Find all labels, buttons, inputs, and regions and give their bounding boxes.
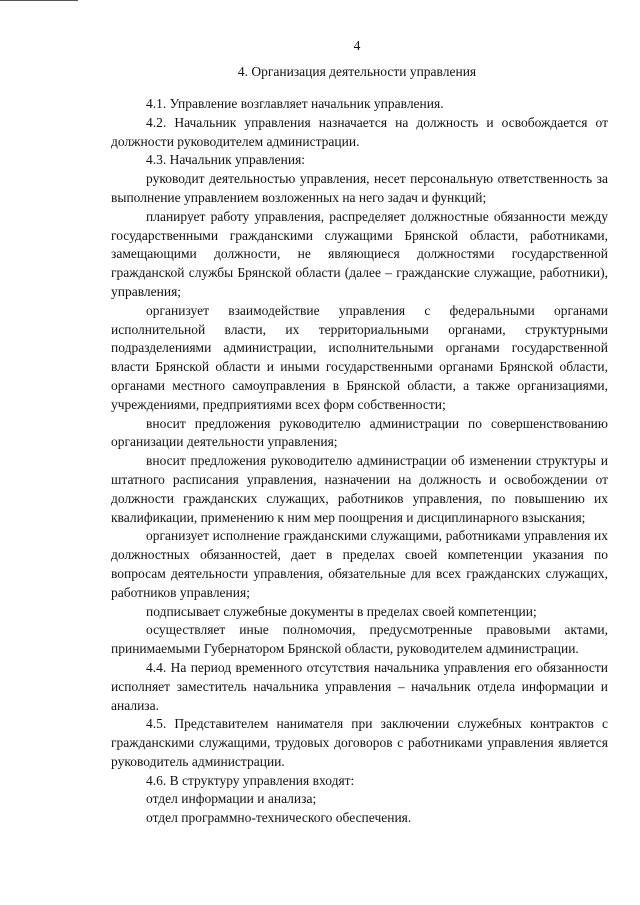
page-number: 4 xyxy=(353,38,361,53)
paragraph: организует взаимодействие управления с федеральными органами исполнительной власти, их территориальными органами, структурными подразделениями администрации, исполнительными органами государственной власти Брянской области и иными государственными органами Брянской области, органами местного самоуправления в Брянской области, а также организациями, учреждениями, предприятиями всех форм собственности; xyxy=(111,302,608,412)
paragraph: вносит предложения руководителю администрации по совершенствованию организации деятельности управления; xyxy=(111,415,608,450)
paragraph: 4.4. На период временного отсутствия начальника управления его обязанности исполняет заместитель начальника управления – начальник отдела информации и анализа. xyxy=(111,659,608,713)
paragraph: 4.6. В структуру управления входят: xyxy=(146,772,355,788)
paragraph: планирует работу управления, распределяет должностные обязанности между государственными гражданскими служащими Брянской области, работниками, замещающими должности, не являющиеся должностями государственной гражданской службы Брянской области (далее – гражданские служащие, работники), управления; xyxy=(111,208,608,299)
paragraph: 4.5. Представителем нанимателя при заключении служебных контрактов с гражданскими служащими, трудовых договоров с работниками управления является руководитель администрации. xyxy=(111,716,608,769)
paragraph: 4.3. Начальник управления: xyxy=(146,152,306,168)
paragraph: 4.1. Управление возглавляет начальник управления. xyxy=(146,96,444,111)
paragraph: отдел программно-технического обеспечения. xyxy=(146,810,412,826)
paragraph: осуществляет иные полномочия, предусмотренные правовыми актами, принимаемыми Губернатором Брянской области, руководителем администрации. xyxy=(111,622,608,657)
document-body xyxy=(111,95,608,828)
paragraph: организует исполнение гражданскими служащими, работниками управления их должностных обязанностей, дает в пределах своей компетенции указания по вопросам деятельности управления, обязательные для всех гражданских служащих, работников управления; xyxy=(111,528,608,600)
paragraph: отдел информации и анализа; xyxy=(146,791,317,807)
section-heading: 4. Организация деятельности управления xyxy=(237,64,477,79)
paragraph: подписывает служебные документы в пределах своей компетенции; xyxy=(146,603,537,619)
paragraph: 4.2. Начальник управления назначается на должность и освобождается от должности руководителем администрации. xyxy=(111,114,608,149)
top-rule xyxy=(0,0,78,1)
paragraph: вносит предложения руководителю администрации об изменении структуры и штатного расписания управления, назначении на должность и освобождении от должности гражданских служащих, работников управления, по повышению их квалификации, применению к ним мер поощрения и дисциплинарного взыскания; xyxy=(111,453,608,525)
paragraph: руководит деятельностью управления, несет персональную ответственность за выполнение управлением возложенных на него задач и функций; xyxy=(111,171,608,205)
